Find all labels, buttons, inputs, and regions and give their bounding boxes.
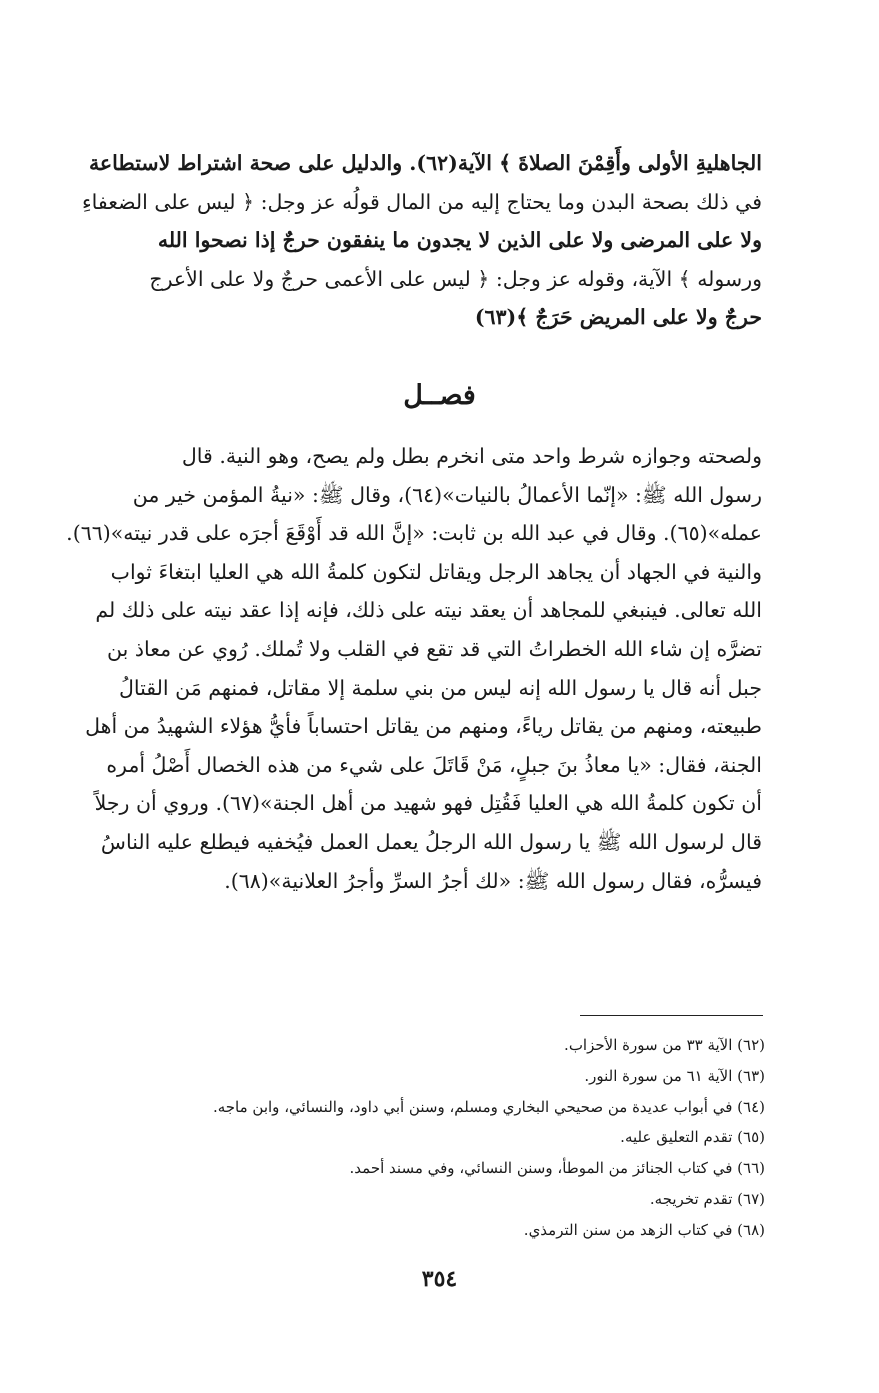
footnote-63: (٦٣) الآية ٦١ من سورة النور. [584, 1066, 765, 1085]
body-line: طبيعته، ومنهم من يقاتل رياءً، ومنهم من يقاتل احتساباً فأيُّ هؤلاء الشهيدُ من أهل [85, 714, 762, 739]
footnote-68: (٦٨) في كتاب الزهد من سنن الترمذي. [523, 1220, 765, 1239]
footnotes [60, 1030, 765, 1246]
body-line: ولصحته وجوازه شرط واحد متى انخرم بطل ولم يصح، وهو النية. قال [181, 444, 762, 468]
footnote-64: (٦٤) في أبواب عديدة من صحيحي البخاري ومسلم، وسنن أبي داود، والنسائي، وابن ماجه. [212, 1097, 765, 1116]
intro-line: ورسوله ﴾ الآية، وقوله عز وجل: ﴿ ليس على الأعمى حرجٌ ولا على الأعرج [149, 266, 762, 291]
footnote-66: (٦٦) في كتاب الجنائز من الموطأ، وسنن النسائي، وفي مسند أحمد. [349, 1159, 765, 1178]
section-heading: فصــل [403, 380, 476, 411]
body-line: أن تكون كلمةُ الله هي العليا فَقُتِل فهو شهيد من أهل الجنة»(٦٧). وروي أن رجلاً [94, 791, 762, 816]
intro-paragraph [40, 144, 762, 337]
footnote-65: (٦٥) تقدم التعليق عليه. [620, 1128, 765, 1147]
body-line: الجنة، فقال: «يا معاذُ بنَ جبلٍ، مَنْ قَاتَلَ على شيء من هذه الخصال أَصْلُ أمره [106, 752, 762, 777]
body-line: والنية في الجهاد أن يجاهد الرجل ويقاتل لتكون كلمةُ الله هي العليا ابتغاءَ ثواب [110, 559, 762, 584]
body-line: عمله»(٦٥). وقال في عبد الله بن ثابت: «إنَّ الله قد أَوْقَعَ أجرَه على قدر نيته»(٦٦). [66, 521, 762, 546]
body-line: رسول الله ﷺ: «إنّما الأعمالُ بالنيات»(٦٤)، وقال ﷺ: «نيةُ المؤمن خير من [132, 482, 762, 507]
intro-line: في ذلك بصحة البدن وما يحتاج إليه من المال قولُه عز وجل: ﴿ ليس على الضعفاءِ [81, 189, 762, 214]
page-number: ٣٥٤ [421, 1266, 458, 1292]
intro-line: الجاهليةِ الأولى وأَقِمْنَ الصلاةَ ﴾ الآية(٦٢). والدليل على صحة اشتراط لاستطاعة [88, 151, 762, 175]
body-line: الله تعالى. فينبغي للمجاهد أن يعقد نيته على ذلك، فإنه إذا عقد نيته على ذلك لم [95, 598, 762, 623]
footnote-67: (٦٧) تقدم تخريجه. [649, 1189, 765, 1208]
intro-line: حرجٌ ولا على المريض حَرَجٌ ﴾(٦٣) [474, 305, 762, 330]
footnote-divider [580, 1015, 763, 1016]
body-line: جبل أنه قال يا رسول الله إنه ليس من بني سلمة إلا مقاتل، فمنهم مَن القتالُ [118, 675, 762, 700]
body-line: تضرَّه إن شاء الله الخطراتُ التي قد تقع في القلب ولا تُملك. رُوي عن معاذ بن [107, 636, 762, 661]
body-line: فيسرُّه، فقال رسول الله ﷺ: «لك أجرُ السرِّ وأجرُ العلانية»(٦٨). [224, 868, 762, 893]
footnote-62: (٦٢) الآية ٣٣ من سورة الأحزاب. [564, 1036, 765, 1054]
intro-line: ولا على المرضى ولا على الذين لا يجدون ما ينفقون حرجٌ إذا نصحوا الله [157, 228, 762, 253]
body-line: قال لرسول الله ﷺ يا رسول الله الرجلُ يعمل العمل فيُخفيه فيطلع عليه الناسُ [100, 829, 762, 854]
body-paragraph [40, 437, 762, 900]
